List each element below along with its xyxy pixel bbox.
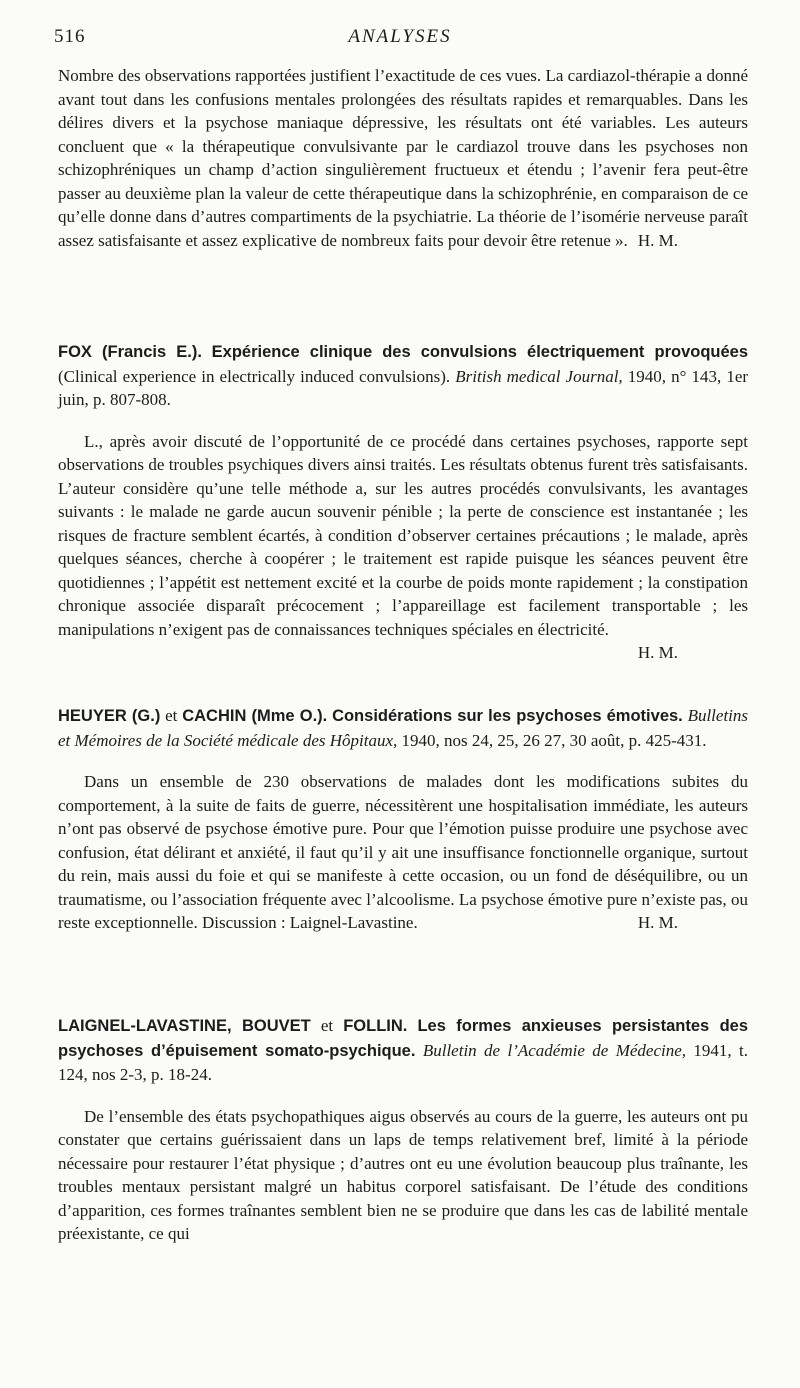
citation-title: Les formes anxieuses persistantes des psychoses d’épuisement somato-psychique. — [58, 1017, 749, 1060]
review-body — [58, 770, 748, 935]
citation — [58, 1014, 748, 1087]
review-laignel-lavastine — [58, 1014, 748, 1246]
citation-journal: British medical Journal, — [455, 366, 623, 386]
citation-title: Considérations sur les psychoses émotives. — [332, 707, 683, 725]
citation-details: 1940, nos 24, 25, 26 27, 30 août, p. 425-431. — [401, 730, 707, 750]
citation-authors: LAIGNEL-LAVASTINE, BOUVET — [58, 1017, 311, 1035]
signature: H. M. — [637, 230, 678, 250]
citation-details: 1940, n° 143, 1er juin, p. 807-808. — [58, 366, 749, 409]
citation-title: Expérience clinique des convulsions électriquement provoquées — [211, 343, 749, 361]
citation-authors: HEUYER (G.) — [58, 707, 161, 725]
review-text: Dans un ensemble de 230 observations de malades dont les modifications subites du comportement, à la suite de faits de guerre, nécessitèrent une hospitalisation immédiate, les auteurs n’ont pas observé de psychose émotive pure. Pour que l’émotion puisse produire une psychose avec confusion, état délirant et anxiété, il faut qu’il y ait une insuffisance fonctionnelle organique, surtout du rein, mais aussi du foie et qui se manifeste à cette occasion, ou un fond de déséquilibre, ou un traumatisme, ou l’association fréquente avec l’alcoolisme. La psychose émotive pure n’existe pas, ou reste exceptionnelle. Discussion : Laignel-Lavastine. — [58, 772, 748, 932]
citation-authors-2: FOLLIN. — [343, 1017, 408, 1035]
citation-details: 1941, t. 124, nos 2-3, p. 18-24. — [58, 1040, 749, 1084]
continuation-block — [58, 64, 748, 252]
review-body: De l’ensemble des états psychopathiques aigus observés au cours de la guerre, les auteurs ont pu constater que certains guérissaient dans un laps de temps relativement bref, limité à la période nécessaire pour restaurer l’état physique ; d’autres ont eu une évolution beaucoup plus traînante, les troubles mentaux persistant malgré un habitus corporel satisfaisant. De l’étude des conditions d’apparition, ces formes traînantes semblent bien ne se produire que dans les cas de labilité mentale préexistante, ce qui — [58, 1106, 748, 1243]
review-heuyer-cachin — [58, 704, 748, 935]
page-number: 516 — [54, 26, 86, 47]
citation — [58, 704, 748, 752]
review-fox — [58, 340, 748, 665]
citation — [58, 340, 748, 412]
continuation-paragraph: Nombre des observations rapportées justifient l’exactitude de ces vues. La cardiazol-thérapie a donné avant tout dans les confusions mentales prolongées des résultats rapides et remarquables. Dans les délires divers et la psychose maniaque dépressive, les résultats ont été variables. Les auteurs concluent que « la thérapeutique convulsivante par le cardiazol trouve dans les psychoses non schizophréniques un champ d’action singulièrement fructueux et étendu ; l’avenir fera peut-être passer au deuxième plan la valeur de cette thérapeutique dans la schizophrénie, en comparaison de ce qu’elle donne dans d’autres compartiments de la psychiatrie. La théorie de l’isomérie nerveuse paraît assez satisfaisante et assez explicative de nombreux faits pour devoir être retenue ». — [58, 66, 748, 250]
review-body: L., après avoir discuté de l’opportunité de ce procédé dans certaines psychoses, rapporte sept observations de troubles psychiques divers ainsi traités. Les résultats obtenus furent très satisfaisants. L’auteur considère qu’une telle méthode a, sur les autres procédés convulsivants, les avantages suivants : le malade ne garde aucun souvenir pénible ; la perte de conscience est instantanée ; les risques de fracture semblent écartés, à condition d’observer certaines précautions ; le malade, après quelques séances, cherche à coopérer ; le traitement est rapide puisque les séances peuvent être quotidiennes ; l’appétit est nettement excité et la courbe de poids monte rapidement ; la constipation chronique associée disparaît précocement ; l’appareillage est facilement transportable ; les manipulations n’exigent pas de connaissances techniques spéciales en électricité. — [58, 431, 748, 639]
citation-authors-2: CACHIN (Mme O.). — [182, 707, 328, 725]
signature: H. M. — [637, 643, 678, 662]
citation-translation: (Clinical experience in electrically induced convulsions). — [58, 366, 451, 386]
page-header — [54, 26, 746, 50]
running-title: ANALYSES — [348, 26, 452, 47]
citation-journal: Bulletin de l’Académie de Médecine, — [422, 1040, 687, 1060]
citation-authors: FOX (Francis E.). — [58, 343, 202, 361]
citation-journal: Bulletins et Mémoires de la Société médicale des Hôpitaux, — [58, 706, 749, 750]
citation-conjunction: et — [320, 1016, 334, 1035]
citation-conjunction: et — [165, 706, 178, 725]
signature: H. M. — [637, 913, 678, 932]
